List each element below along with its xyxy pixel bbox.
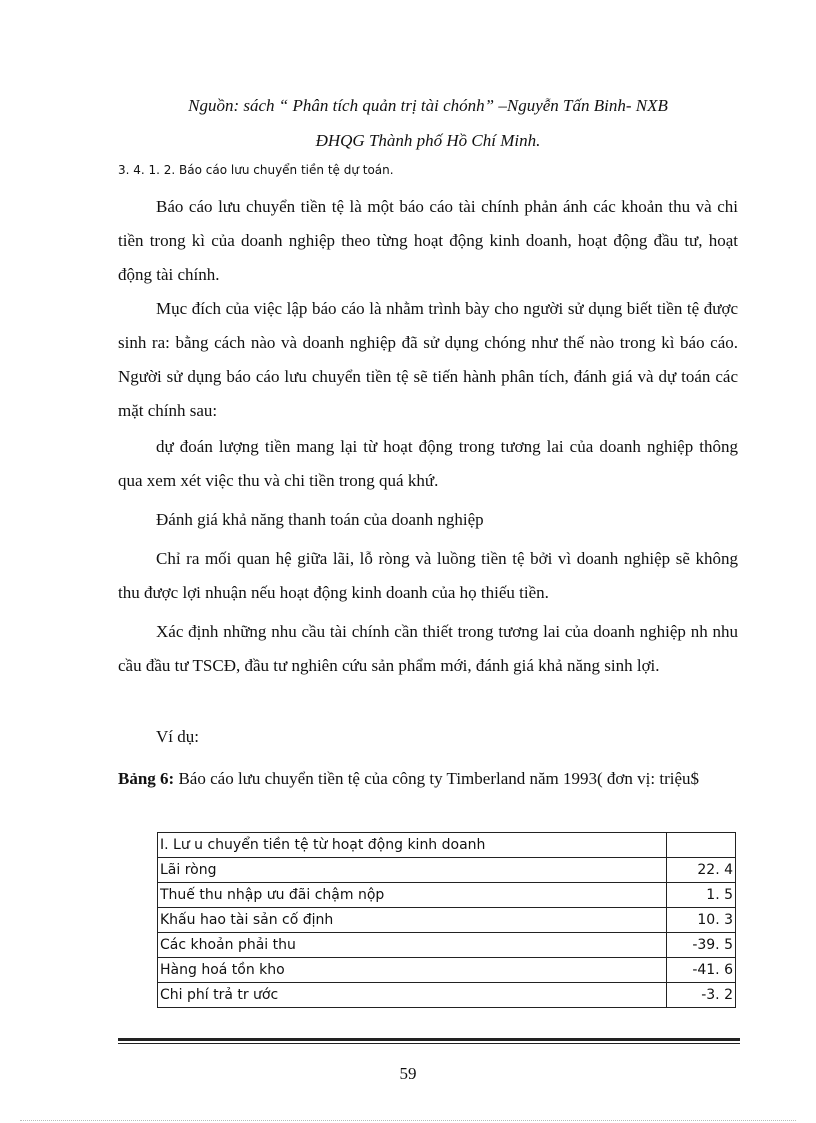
paragraph-solvency [118,503,738,537]
table-row-value: 10. 3 [667,908,736,933]
paragraph-example [118,720,738,754]
table-row-value: -41. 6 [667,958,736,983]
cash-flow-table [157,832,736,1008]
footer-rule-thick [118,1038,740,1041]
paragraph-definition-text: Báo cáo lưu chuyển tiền tệ là một báo cáo tài chính phản ánh các khoản thu và chi tiền trong kì của doanh nghiệp theo từng hoạt động kinh doanh, hoạt động đầu tư, hoạt động tài chính. [118,197,738,284]
paragraph-purpose-text: Mục đích của việc lập báo cáo là nhằm trình bày cho người sử dụng biết tiền tệ được sinh ra: bằng cách nào và doanh nghiệp đã sử dụng chóng như thế nào trong kì báo cáo. Người sử dụng báo cáo lưu chuyển tiền tệ sẽ tiến hành phân tích, đánh giá và dự toán các mặt chính sau: [118,299,738,420]
paragraph-definition [118,190,738,292]
footer-rule-thin [118,1043,740,1044]
table-row-value: -3. 2 [667,983,736,1008]
table-row-label: Lãi ròng [158,858,667,883]
table-header-label: I. Lư u chuyển tiền tệ từ hoạt động kinh doanh [158,833,667,858]
paragraph-needs [118,615,738,683]
table-row [158,858,736,883]
table-row-value: -39. 5 [667,933,736,958]
table-row [158,958,736,983]
table-row [158,908,736,933]
source-citation-line-2: ĐHQG Thành phố Hồ Chí Minh. [315,131,541,150]
table-row-label: Thuế thu nhập ưu đãi chậm nộp [158,883,667,908]
page-bottom-divider [20,1120,796,1121]
table-header-value [667,833,736,858]
source-citation-line-1: Nguồn: sách “ Phân tích quản trị tài chónh” –Nguyễn Tấn Binh- NXB [188,96,668,115]
page-number: 59 [399,1064,417,1083]
paragraph-solvency-text: Đánh giá khả năng thanh toán của doanh nghiệp [156,510,484,529]
table-caption-text: Báo cáo lưu chuyển tiền tệ của công ty Timberland năm 1993( đơn vị: triệu$ [174,769,700,788]
paragraph-relationship [118,542,738,610]
paragraph-needs-text: Xác định những nhu cầu tài chính cần thiết trong tương lai của doanh nghiệp nh nhu cầu đầu tư TSCĐ, đầu tư nghiên cứu sản phẩm mới, đánh giá khả năng sinh lợi. [118,622,738,675]
table-row-value: 1. 5 [667,883,736,908]
table-caption-label: Bảng 6: [118,769,175,788]
paragraph-forecast [118,430,738,498]
table-caption [118,762,738,796]
table-row [158,933,736,958]
paragraph-relationship-text: Chỉ ra mối quan hệ giữa lãi, lỗ ròng và luồng tiền tệ bởi vì doanh nghiệp sẽ không thu được lợi nhuận nếu hoạt động kinh doanh của họ thiếu tiền. [118,549,738,602]
paragraph-forecast-text: dự đoán lượng tiền mang lại từ hoạt động trong tương lai của doanh nghiệp thông qua xem xét việc thu và chi tiền trong quá khứ. [118,437,738,490]
table-row [158,883,736,908]
table-row-label: Chi phí trả tr ước [158,983,667,1008]
paragraph-purpose [118,292,738,428]
table-row-label: Khấu hao tài sản cố định [158,908,667,933]
table-row-label: Các khoản phải thu [158,933,667,958]
table-row [158,983,736,1008]
table-header-row [158,833,736,858]
paragraph-example-text: Ví dụ: [156,727,199,746]
table-row-value: 22. 4 [667,858,736,883]
section-heading: 3. 4. 1. 2. Báo cáo lưu chuyển tiền tệ dự toán. [118,163,394,177]
table-row-label: Hàng hoá tồn kho [158,958,667,983]
